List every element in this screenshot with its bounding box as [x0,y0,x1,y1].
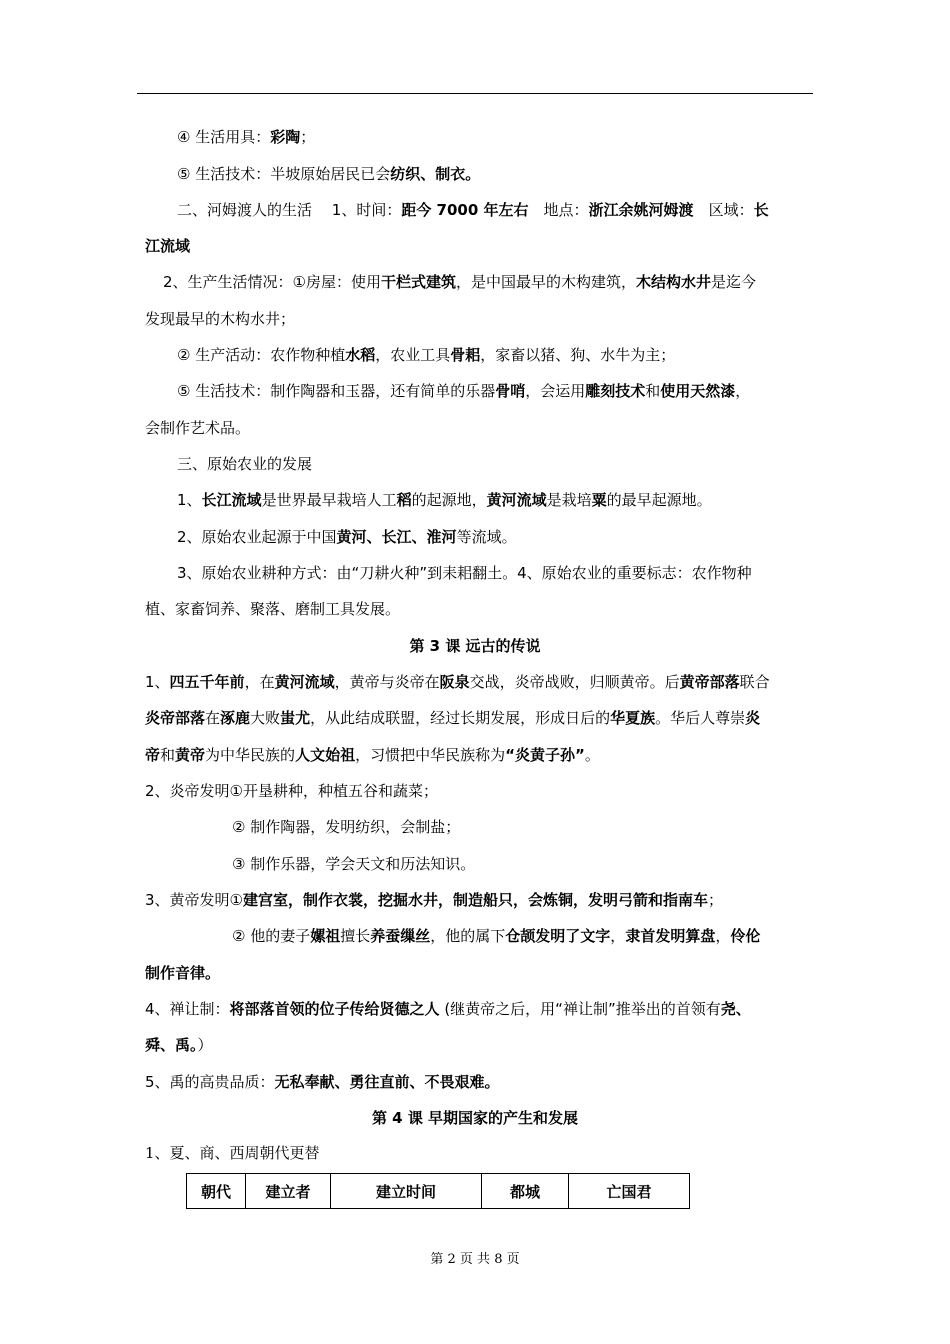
text-line: 三、原始农业的发展 [177,455,313,473]
bold-text: 雕刻技术 [585,382,646,400]
bold-text: 帝 [145,746,161,764]
bold-text: 涿鹿 [220,709,251,727]
bold-text: 舜、禹。 [145,1036,198,1054]
page-footer: 第 2 页 共 8 页 [430,1252,520,1267]
bold-text: “炎黄子孙” [505,746,585,764]
text-line: 二、河姆渡人的生活 1、时间：距今 7000 年左右 地点：浙江余姚河姆渡 区域：长 [177,201,769,219]
text-line: 2、生产生活情况：①房屋：使用干栏式建筑，是中国最早的木构建筑，木结构水井是迄今 [163,273,757,291]
text-line: 3、黄帝发明①建宫室，制作衣裳，挖掘水井，制造船只，会炼铜，发明弓箭和指南车； [145,891,724,909]
bold-text: 粟 [591,491,607,509]
text-line: 会制作艺术品。 [145,419,251,437]
bold-text: 黄河、长江、淮河 [336,528,457,546]
bold-text: 建宫室，制作衣裳，挖掘水井，制造船只，会炼铜，发明弓箭和指南车 [243,891,709,909]
text-line: ② 制作陶器，发明纺织，会制盐； [232,818,461,836]
bold-text: 养蚕缫丝 [370,927,431,945]
text-line [145,236,813,256]
bold-text: 四五千年前 [169,673,245,691]
bold-text: 炎 [745,709,761,727]
bold-text: 水稻 [345,346,376,364]
text-line: 植、家畜饲养、聚落、磨制工具发展。 [145,600,401,618]
table-header-cell: 建立者 [246,1174,331,1209]
bold-text: 黄河流域 [486,491,547,509]
bold-text: 仓颉发明了文字 [505,927,611,945]
bold-text: 距今 7000 年左右 [401,201,529,219]
table-header-row [187,1174,690,1209]
text-line [145,963,813,983]
text-line: ④ 生活用具：彩陶； [177,128,316,146]
bold-text: 纺织、制衣。 [390,165,481,183]
bold-text: 华夏族 [610,709,656,727]
text-line: 4、禅让制：将部落首领的位子传给贤德之人 (继黄帝之后，用“禅让制”推举出的首领有尧、 [145,1000,751,1018]
bold-text: 黄河流域 [274,673,335,691]
bold-text: 炎帝部落 [145,709,206,727]
bold-text: 使用天然漆 [660,382,736,400]
bold-text: 浙江余姚河姆渡 [588,201,694,219]
bold-text: 嫘祖 [310,927,341,945]
bold-text: 骨哨 [495,382,526,400]
text-line: 1、长江流域是世界最早栽培人工稻的起源地，黄河流域是栽培粟的最早起源地。 [177,491,712,509]
section-heading: 第 3 课 远古的传说 [409,637,541,655]
bold-text: 彩陶 [270,128,301,146]
bold-text: 蚩尤 [280,709,311,727]
dynasty-table [186,1173,690,1209]
text-line: 5、禹的高贵品质：无私奉献、勇往直前、不畏艰难。 [145,1073,500,1091]
text-line: 炎帝部落在涿鹿大败蚩尤，从此结成联盟，经过长期发展，形成日后的华夏族。华后人尊崇炎 [145,709,761,727]
bold-text: 黄帝部落 [679,673,740,691]
header-rule [137,93,813,94]
bold-text: 长 [753,201,769,219]
text-line: 发现最早的木构水井； [145,310,296,328]
bold-text: 江流域 [145,237,191,255]
text-line: ③ 制作乐器，学会天文和历法知识。 [232,855,476,873]
bold-text: 伶伦 [730,927,761,945]
bold-text: 尧、 [720,1000,751,1018]
bold-text: 制作音律。 [145,964,221,982]
bold-text: 干栏式建筑 [381,273,457,291]
bold-text: 阪泉 [439,673,470,691]
table-header-cell: 都城 [482,1174,569,1209]
text-line: 舜、禹。） [145,1036,213,1054]
text-line: ⑤ 生活技术：半坡原始居民已会纺织、制衣。 [177,165,481,183]
bold-text: 无私奉献、勇往直前、不畏艰难。 [274,1073,500,1091]
bold-text: 长江流域 [201,491,262,509]
bold-text: 将部落首领的位子传给贤德之人 [229,1000,440,1018]
text-line: 帝和黄帝为中华民族的人文始祖，习惯把中华民族称为“炎黄子孙”。 [145,746,600,764]
bold-text: 人文始祖 [295,746,356,764]
text-line: 2、原始农业起源于中国黄河、长江、淮河等流域。 [177,528,517,546]
bold-text: 黄帝 [175,746,206,764]
bold-text: 稻 [396,491,412,509]
text-line: 3、原始农业耕种方式：由“刀耕火种”到耒耜翻土。4、原始农业的重要标志：农作物种 [177,564,752,582]
bold-text: 骨耜 [450,346,481,364]
text-line: ② 他的妻子嫘祖擅长养蚕缫丝，他的属下仓颉发明了文字，隶首发明算盘，伶伦 [232,927,761,945]
table-header-cell: 建立时间 [331,1174,482,1209]
bold-text: 木结构水井 [636,273,712,291]
table-header-cell: 亡国君 [569,1174,690,1209]
text-line: 2、炎帝发明①开垦耕种，种植五谷和蔬菜； [145,782,438,800]
text-line: 1、夏、商、西周朝代更替 [145,1144,320,1162]
text-line: ⑤ 生活技术：制作陶器和玉器，还有简单的乐器骨哨，会运用雕刻技术和使用天然漆， [177,382,751,400]
section-heading: 第 4 课 早期国家的产生和发展 [371,1109,579,1127]
bold-text: 隶首发明算盘 [625,927,716,945]
table-header-cell: 朝代 [187,1174,246,1209]
text-line: ② 生产活动：农作物种植水稻，农业工具骨耜，家畜以猪、狗、水牛为主； [177,346,676,364]
text-line: 1、四五千年前，在黄河流域，黄帝与炎帝在阪泉交战，炎帝战败，归顺黄帝。后黄帝部落联合 [145,673,770,691]
